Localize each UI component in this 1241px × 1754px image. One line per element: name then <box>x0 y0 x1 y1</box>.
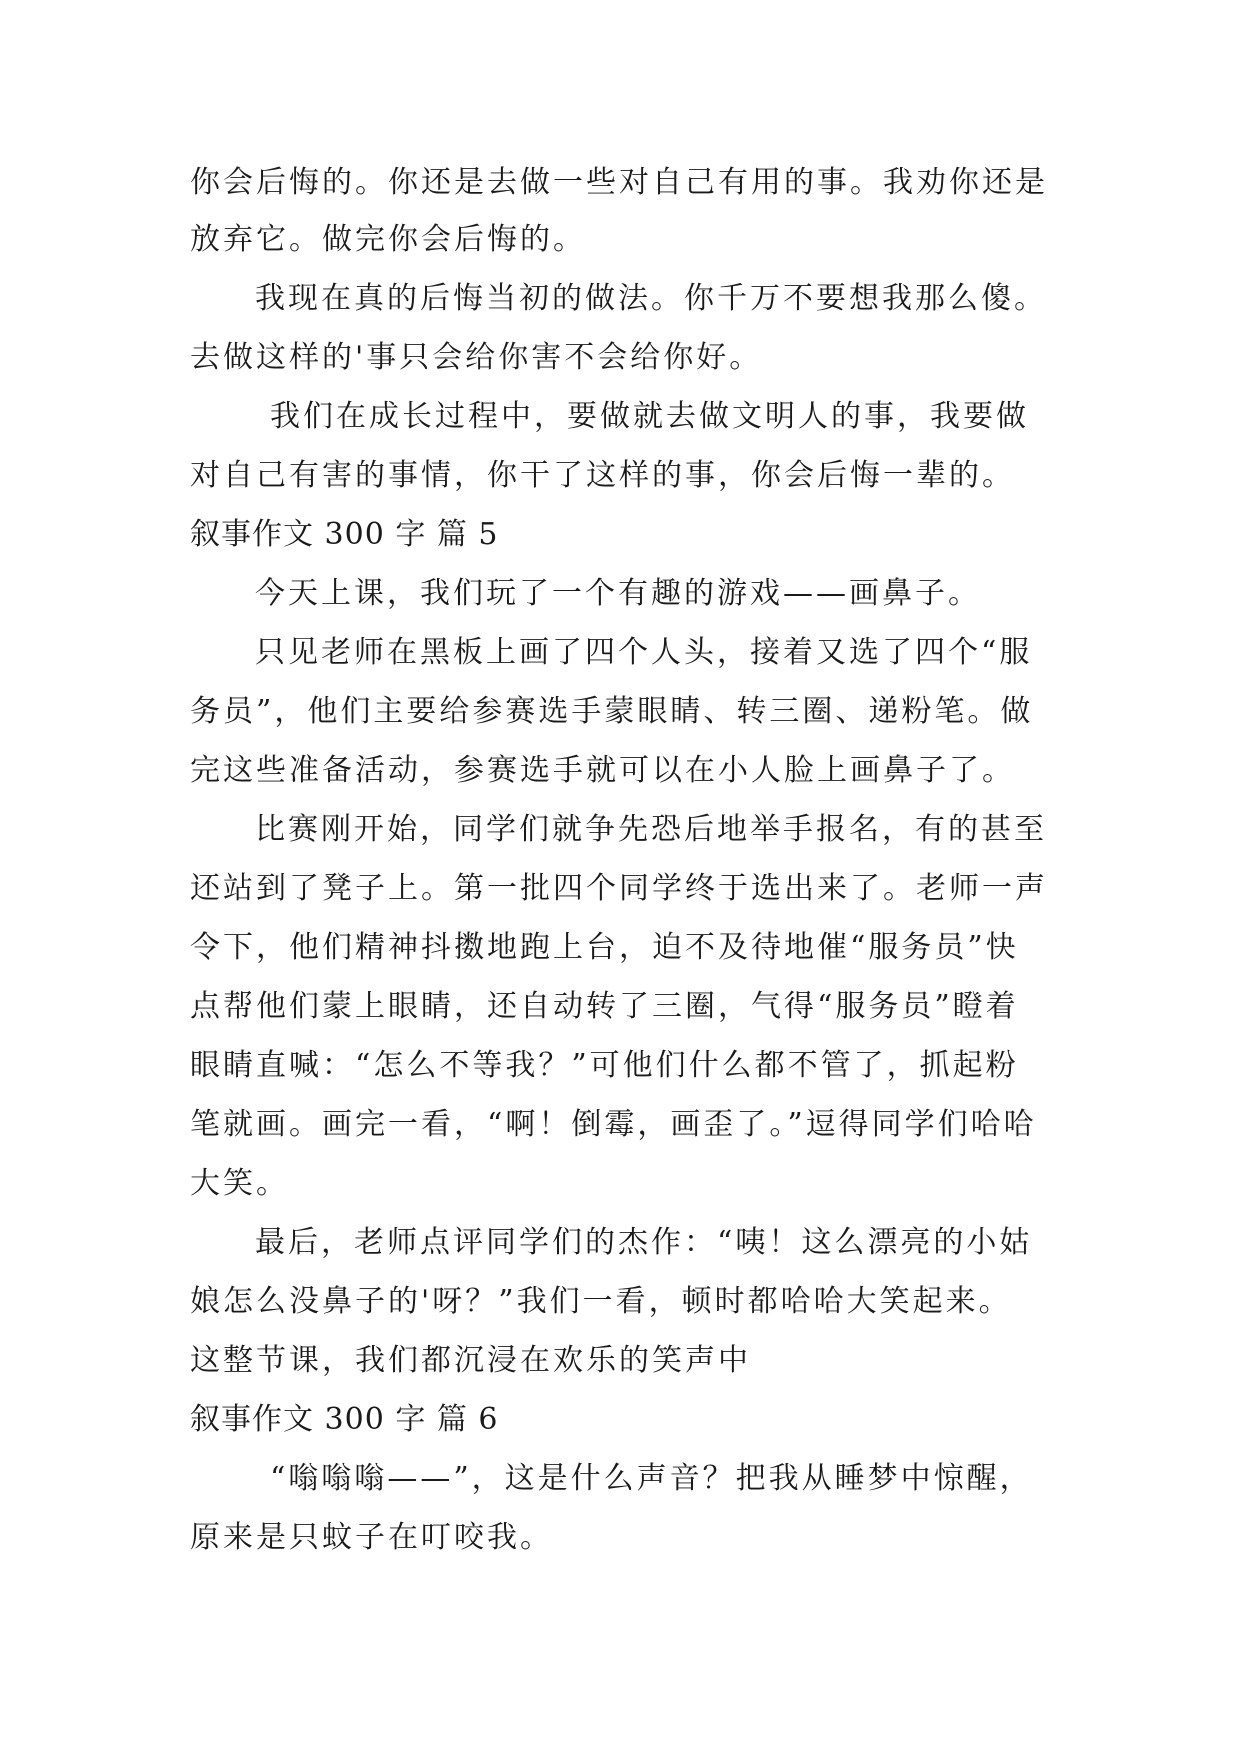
text-line: 点帮他们蒙上眼睛，还自动转了三圈，气得“服务员”瞪着 <box>190 989 1019 1024</box>
section-heading: 叙事作文 300 字 篇 5 <box>190 517 499 552</box>
section-heading: 叙事作文 300 字 篇 6 <box>190 1402 499 1437</box>
text-line: 最后，老师点评同学们的杰作：“咦！这么漂亮的小姑 <box>255 1225 1033 1260</box>
text-line: 放弃它。做完你会后悔的。 <box>190 222 586 257</box>
text-line: 娘怎么没鼻子的'呀？”我们一看，顿时都哈哈大笑起来。 <box>190 1284 1012 1319</box>
text-line: 大笑。 <box>190 1166 289 1201</box>
text-line: 比赛刚开始，同学们就争先恐后地举手报名，有的甚至 <box>255 812 1047 847</box>
text-line: 我们在成长过程中，要做就去做文明人的事，我要做 <box>270 399 1029 434</box>
text-line: 笔就画。画完一看，“啊！倒霉，画歪了。”逗得同学们哈哈 <box>190 1107 1037 1142</box>
text-line: 务员”，他们主要给参赛选手蒙眼睛、转三圈、递粉笔。做 <box>190 694 1034 729</box>
text-line: 完这些准备活动，参赛选手就可以在小人脸上画鼻子了。 <box>190 753 1015 788</box>
text-line: 对自己有害的事情，你干了这样的事，你会后悔一辈的。 <box>190 458 1015 493</box>
text-line: 只见老师在黑板上画了四个人头，接着又选了四个“服 <box>255 635 1033 670</box>
text-line: 今天上课，我们玩了一个有趣的游戏——画鼻子。 <box>255 576 981 611</box>
text-line: 令下，他们精神抖擞地跑上台，迫不及待地催“服务员”快 <box>190 930 1019 965</box>
text-line: “嗡嗡嗡——”，这是什么声音？把我从睡梦中惊醒， <box>270 1461 1033 1496</box>
text-line: 眼睛直喊：“怎么不等我？”可他们什么都不管了，抓起粉 <box>190 1048 1019 1083</box>
text-line: 这整节课，我们都沉浸在欢乐的笑声中 <box>190 1343 751 1378</box>
text-line: 你会后悔的。你还是去做一些对自己有用的事。我劝你还是 <box>190 165 1048 200</box>
text-line: 我现在真的后悔当初的做法。你千万不要想我那么傻。 <box>255 281 1047 316</box>
text-line: 还站到了凳子上。第一批四个同学终于选出来了。老师一声 <box>190 871 1048 906</box>
text-line: 原来是只蚊子在叮咬我。 <box>190 1520 553 1555</box>
text-line: 去做这样的'事只会给你害不会给你好。 <box>190 340 763 375</box>
